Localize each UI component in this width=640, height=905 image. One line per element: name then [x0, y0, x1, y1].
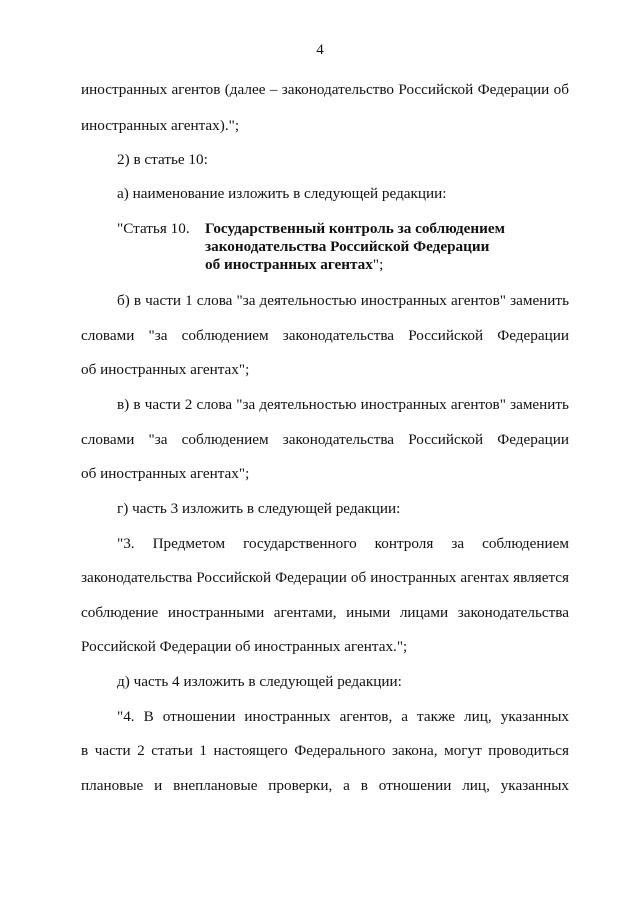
text-line: д) часть 4 изложить в следующей редакции: [117, 673, 402, 690]
text-line: в) в части 2 слова "за деятельностью иностранных агентов" заменить [117, 396, 569, 413]
text-line: плановые и внеплановые проверки, а в отношении лиц, указанных [81, 777, 569, 794]
text-line: а) наименование изложить в следующей редакции: [117, 185, 447, 202]
article-label: "Статья 10. [117, 220, 190, 237]
text-line: иностранных агентах)."; [81, 117, 240, 134]
article-title-line [205, 256, 383, 274]
text-line: 2) в статье 10: [117, 151, 208, 168]
text-line: об иностранных агентах"; [81, 465, 250, 482]
text-line: словами "за соблюдением законодательства Российской Федерации [81, 327, 569, 344]
page-number: 4 [316, 42, 324, 58]
text-line: словами "за соблюдением законодательства Российской Федерации [81, 431, 569, 448]
text-line: г) часть 3 изложить в следующей редакции: [117, 500, 401, 517]
article-title-line: Государственный контроль за соблюдением [205, 220, 505, 237]
text-line: Российской Федерации об иностранных агентах."; [81, 638, 408, 655]
text-line: б) в части 1 слова "за деятельностью иностранных агентов" заменить [117, 292, 569, 309]
article-title-line: законодательства Российской Федерации [205, 238, 490, 255]
text-line: соблюдение иностранными агентами, иными лицами законодательства [81, 604, 569, 621]
text-line: законодательства Российской Федерации об иностранных агентах является [81, 569, 569, 586]
closing-quote: "; [372, 256, 384, 273]
text-line: "3. Предметом государственного контроля за соблюдением [117, 535, 569, 552]
text-line: об иностранных агентах"; [81, 361, 250, 378]
text-line: иностранных агентов (далее – законодательство Российской Федерации об [81, 81, 569, 98]
text-line: "4. В отношении иностранных агентов, а также лиц, указанных [117, 708, 569, 725]
article-title-text: об иностранных агентах [205, 256, 373, 273]
text-line: в части 2 статьи 1 настоящего Федерального закона, могут проводиться [81, 742, 569, 759]
